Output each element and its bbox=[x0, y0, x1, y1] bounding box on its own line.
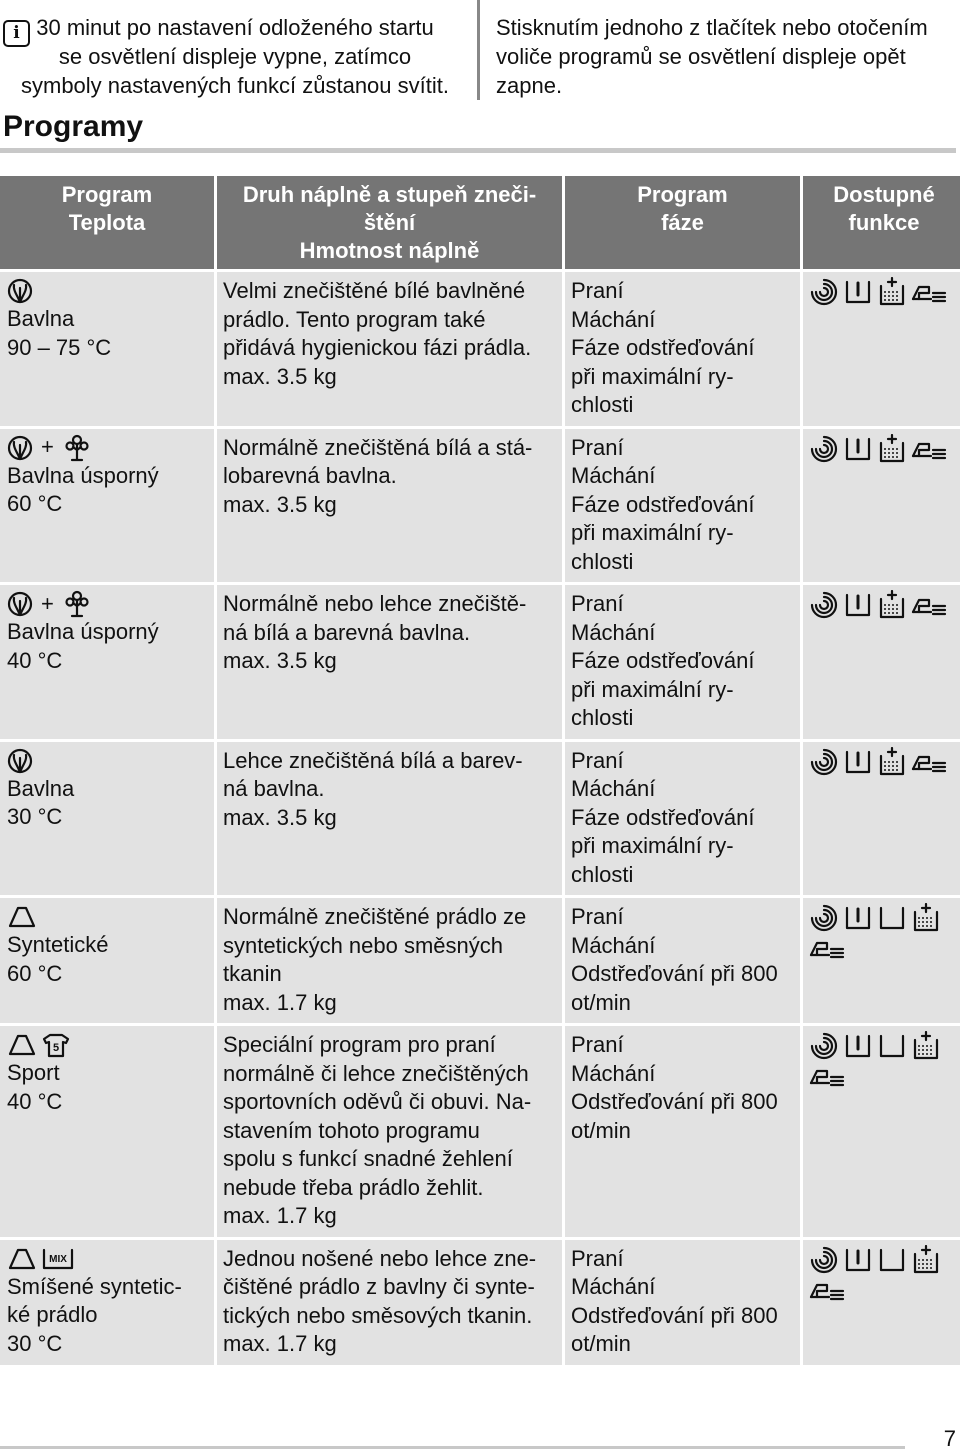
extra-rinse-icon bbox=[877, 590, 907, 620]
extra-rinse-icon bbox=[911, 1031, 941, 1061]
phase-line: Praní bbox=[571, 278, 624, 303]
plus-sign: + bbox=[41, 434, 54, 460]
load-line: max. 1.7 kg bbox=[223, 1203, 337, 1228]
phases-cell bbox=[565, 585, 800, 739]
table-row bbox=[0, 429, 960, 583]
table-row bbox=[0, 1026, 960, 1237]
phase-line: Máchání bbox=[571, 1060, 656, 1086]
easy-iron-icon bbox=[809, 1275, 845, 1305]
cotton-icon bbox=[7, 278, 33, 304]
night-cycle-icon bbox=[877, 1031, 907, 1061]
info-icon: i bbox=[3, 20, 30, 47]
load-line: max. 3.5 kg bbox=[223, 804, 337, 830]
program-line: Syntetické bbox=[7, 932, 109, 957]
load-line: nebude třeba prádlo žehlit. bbox=[223, 1174, 484, 1200]
phase-line: Praní bbox=[571, 1032, 624, 1057]
extra-rinse-icon bbox=[911, 1245, 941, 1275]
program-cell bbox=[0, 898, 214, 1023]
program-line: 60 °C bbox=[7, 960, 63, 986]
synthetic-icon bbox=[7, 1246, 37, 1272]
page-number: 7 bbox=[943, 1426, 956, 1451]
cotton-icon bbox=[7, 435, 33, 461]
load-line: přidává hygienickou fázi prádla. bbox=[223, 335, 532, 360]
easy-iron-icon bbox=[809, 1061, 845, 1091]
load-cell bbox=[217, 1240, 562, 1365]
section-rule bbox=[0, 148, 956, 153]
load-line: max. 3.5 kg bbox=[223, 648, 337, 673]
load-line: Speciální program pro praní bbox=[223, 1032, 496, 1057]
phase-line: Odstřeďování při 800 bbox=[571, 1302, 778, 1328]
load-line: Velmi znečištěné bílé bavlněné bbox=[223, 278, 526, 303]
phase-line: chlosti bbox=[571, 548, 634, 574]
phase-line: Máchání bbox=[571, 619, 656, 645]
cotton-icon bbox=[7, 591, 33, 617]
programs-table bbox=[0, 173, 960, 1368]
section-title: Programy bbox=[3, 110, 144, 143]
phase-line: Praní bbox=[571, 591, 624, 616]
function-icons-row bbox=[809, 590, 959, 620]
phase-line: ot/min bbox=[571, 1117, 631, 1143]
table-row bbox=[0, 585, 960, 739]
program-icons bbox=[7, 590, 208, 618]
program-line: Bavlna úsporný bbox=[7, 462, 159, 488]
sport-icon bbox=[41, 1032, 71, 1058]
load-line: stavením tohoto programu bbox=[223, 1117, 480, 1143]
phase-line: Odstřeďování při 800 bbox=[571, 961, 778, 986]
function-icons-row bbox=[809, 277, 959, 307]
load-line: ná bílá a barevná bavlna. bbox=[223, 619, 471, 645]
load-line: syntetických nebo směsných bbox=[223, 932, 504, 958]
program-line: Sport bbox=[7, 1060, 60, 1085]
load-line: max. 1.7 kg bbox=[223, 989, 337, 1015]
function-icons-row bbox=[809, 933, 959, 963]
table-row bbox=[0, 272, 960, 426]
load-line: tkanin bbox=[223, 961, 282, 986]
program-icons bbox=[7, 277, 208, 305]
easy-iron-icon bbox=[911, 277, 947, 307]
function-icons-row bbox=[809, 1061, 959, 1091]
load-cell bbox=[217, 585, 562, 739]
eco-icon bbox=[64, 590, 90, 618]
rinse-hold-icon bbox=[843, 277, 873, 307]
rinse-hold-icon bbox=[843, 747, 873, 777]
phases-cell bbox=[565, 272, 800, 426]
easy-iron-icon bbox=[809, 933, 845, 963]
program-line: ké prádlo bbox=[7, 1302, 98, 1327]
phase-line: Fáze odstřeďování bbox=[571, 335, 755, 360]
svg-text:5: 5 bbox=[52, 1042, 60, 1054]
load-line: Normálně znečištěné prádlo ze bbox=[223, 904, 527, 929]
program-icons bbox=[7, 747, 208, 775]
program-cell bbox=[0, 1240, 214, 1365]
header-line: štění bbox=[363, 210, 416, 235]
phase-line: Fáze odstřeďování bbox=[571, 804, 755, 830]
easy-iron-icon bbox=[911, 434, 947, 464]
load-cell bbox=[217, 429, 562, 583]
table-header-row bbox=[0, 176, 960, 269]
rinse-hold-icon bbox=[843, 590, 873, 620]
phases-cell bbox=[565, 429, 800, 583]
header-line: fáze bbox=[661, 210, 704, 235]
easy-iron-icon bbox=[911, 747, 947, 777]
load-line: max. 3.5 kg bbox=[223, 363, 337, 389]
program-cell bbox=[0, 272, 214, 426]
mix-icon bbox=[41, 1246, 75, 1272]
phase-line: chlosti bbox=[571, 392, 634, 417]
rinse-hold-icon bbox=[843, 434, 873, 464]
rinse-hold-icon bbox=[843, 1031, 873, 1061]
function-icons-row bbox=[809, 903, 959, 933]
extra-rinse-icon bbox=[877, 747, 907, 777]
phase-line: Fáze odstřeďování bbox=[571, 648, 755, 673]
eco-icon bbox=[64, 434, 90, 462]
program-cell bbox=[0, 742, 214, 896]
load-line: Normálně nebo lehce znečiště- bbox=[223, 591, 527, 616]
spin-icon bbox=[809, 434, 839, 464]
program-line: Bavlna úsporný bbox=[7, 619, 159, 644]
svg-text:MIX: MIX bbox=[49, 1253, 67, 1265]
table-body bbox=[0, 272, 960, 1365]
spin-icon bbox=[809, 1031, 839, 1061]
program-line: Bavlna bbox=[7, 306, 75, 331]
spin-icon bbox=[809, 590, 839, 620]
phase-line: Fáze odstřeďování bbox=[571, 491, 755, 517]
extra-rinse-icon bbox=[877, 277, 907, 307]
program-cell bbox=[0, 1026, 214, 1237]
phase-line: Máchání bbox=[571, 1274, 656, 1299]
load-line: normálně či lehce znečištěných bbox=[223, 1060, 529, 1086]
phase-line: Odstřeďování při 800 bbox=[571, 1089, 778, 1114]
function-icons-row bbox=[809, 1031, 959, 1061]
program-cell bbox=[0, 429, 214, 583]
phase-line: při maximální ry- bbox=[571, 833, 734, 858]
header-phases bbox=[565, 176, 800, 269]
load-line: Lehce znečištěná bílá a barev- bbox=[223, 747, 523, 773]
header-line: Program bbox=[637, 182, 728, 207]
phases-cell bbox=[565, 1026, 800, 1237]
program-line: Smíšené syntetic- bbox=[7, 1273, 182, 1299]
program-line: 40 °C bbox=[7, 1088, 63, 1114]
info-left-line: symboly nastavených funkcí zůstanou svítit. bbox=[21, 73, 449, 98]
load-cell bbox=[217, 742, 562, 896]
load-cell bbox=[217, 1026, 562, 1237]
function-icons-row bbox=[809, 1245, 959, 1275]
header-line: Druh náplně a stupeň zneči- bbox=[242, 182, 537, 207]
easy-iron-icon bbox=[911, 590, 947, 620]
load-cell bbox=[217, 272, 562, 426]
functions-cell bbox=[803, 1240, 960, 1365]
phases-cell bbox=[565, 742, 800, 896]
program-line: 30 °C bbox=[7, 804, 63, 829]
phases-cell bbox=[565, 898, 800, 1023]
load-line: spolu s funkcí snadné žehlení bbox=[223, 1146, 513, 1171]
spin-icon bbox=[809, 747, 839, 777]
phase-line: Praní bbox=[571, 747, 624, 773]
spin-icon bbox=[809, 1245, 839, 1275]
column-divider bbox=[477, 0, 480, 100]
phase-line: ot/min bbox=[571, 989, 631, 1015]
load-cell bbox=[217, 898, 562, 1023]
phase-line: při maximální ry- bbox=[571, 520, 734, 545]
function-icons-row bbox=[809, 1275, 959, 1305]
spin-icon bbox=[809, 277, 839, 307]
load-line: max. 3.5 kg bbox=[223, 491, 337, 517]
load-line: prádlo. Tento program také bbox=[223, 306, 486, 332]
functions-cell bbox=[803, 1026, 960, 1237]
night-cycle-icon bbox=[877, 903, 907, 933]
info-right-line: Stisknutím jednoho z tlačítek nebo otočením bbox=[496, 15, 928, 40]
info-right-line: voliče programů se osvětlení displeje opět bbox=[496, 44, 906, 69]
phase-line: chlosti bbox=[571, 705, 634, 730]
table-row bbox=[0, 742, 960, 896]
info-left-line: se osvětlení displeje vypne, zatímco bbox=[58, 44, 412, 69]
info-left-line: 30 minut po nastavení odloženého startu bbox=[36, 15, 434, 40]
header-functions bbox=[803, 176, 960, 269]
load-line: ná bavlna. bbox=[223, 776, 325, 801]
load-line: Jednou nošené nebo lehce zne- bbox=[223, 1245, 537, 1271]
program-icons bbox=[7, 1245, 208, 1273]
spin-icon bbox=[809, 903, 839, 933]
program-line: 90 – 75 °C bbox=[7, 334, 112, 360]
synthetic-icon bbox=[7, 1032, 37, 1058]
header-load bbox=[217, 176, 562, 269]
program-icons bbox=[7, 903, 208, 931]
phase-line: při maximální ry- bbox=[571, 676, 734, 702]
functions-cell bbox=[803, 585, 960, 739]
info-note bbox=[0, 0, 960, 105]
info-note-left bbox=[0, 13, 470, 100]
phase-line: Máchání bbox=[571, 932, 656, 958]
phase-line: Praní bbox=[571, 1245, 624, 1271]
header-line: Dostupné bbox=[833, 182, 935, 207]
function-icons-row bbox=[809, 434, 959, 464]
program-line: Bavlna bbox=[7, 775, 75, 801]
phase-line: Máchání bbox=[571, 776, 656, 801]
cotton-icon bbox=[7, 748, 33, 774]
night-cycle-icon bbox=[877, 1245, 907, 1275]
synthetic-icon bbox=[7, 904, 37, 930]
load-line: max. 1.7 kg bbox=[223, 1331, 337, 1356]
header-line: funkce bbox=[848, 210, 920, 235]
header-line: Program bbox=[61, 182, 153, 207]
header-line: Hmotnost náplně bbox=[299, 238, 480, 263]
program-icons bbox=[7, 1031, 208, 1059]
plus-sign: + bbox=[41, 590, 54, 616]
phase-line: chlosti bbox=[571, 861, 634, 887]
program-line: 30 °C bbox=[7, 1330, 63, 1356]
load-line: Normálně znečištěná bílá a stá- bbox=[223, 434, 533, 460]
functions-cell bbox=[803, 898, 960, 1023]
phase-line: Máchání bbox=[571, 306, 656, 332]
functions-cell bbox=[803, 742, 960, 896]
phases-cell bbox=[565, 1240, 800, 1365]
extra-rinse-icon bbox=[911, 903, 941, 933]
header-program bbox=[0, 176, 214, 269]
table-row bbox=[0, 898, 960, 1023]
extra-rinse-icon bbox=[877, 434, 907, 464]
phase-line: Praní bbox=[571, 434, 624, 460]
functions-cell bbox=[803, 272, 960, 426]
table-row bbox=[0, 1240, 960, 1365]
info-note-right bbox=[496, 13, 956, 100]
load-line: tických nebo směsových tkanin. bbox=[223, 1302, 533, 1328]
rinse-hold-icon bbox=[843, 1245, 873, 1275]
program-line: 40 °C bbox=[7, 647, 63, 673]
load-line: lobarevná bavlna. bbox=[223, 463, 397, 488]
load-line: sportovních oděvů či obuvi. Na- bbox=[223, 1089, 532, 1114]
header-line: Teplota bbox=[68, 210, 146, 235]
rinse-hold-icon bbox=[843, 903, 873, 933]
functions-cell bbox=[803, 429, 960, 583]
function-icons-row bbox=[809, 747, 959, 777]
program-cell bbox=[0, 585, 214, 739]
info-right-line: zapne. bbox=[496, 73, 563, 98]
phase-line: ot/min bbox=[571, 1331, 631, 1356]
phase-line: Máchání bbox=[571, 463, 656, 488]
phase-line: při maximální ry- bbox=[571, 363, 734, 389]
program-line: 60 °C bbox=[7, 491, 63, 516]
phase-line: Praní bbox=[571, 904, 624, 929]
page-footer-rule bbox=[0, 1446, 905, 1449]
program-icons bbox=[7, 434, 208, 462]
load-line: čištěné prádlo z bavlny či synte- bbox=[223, 1274, 535, 1299]
